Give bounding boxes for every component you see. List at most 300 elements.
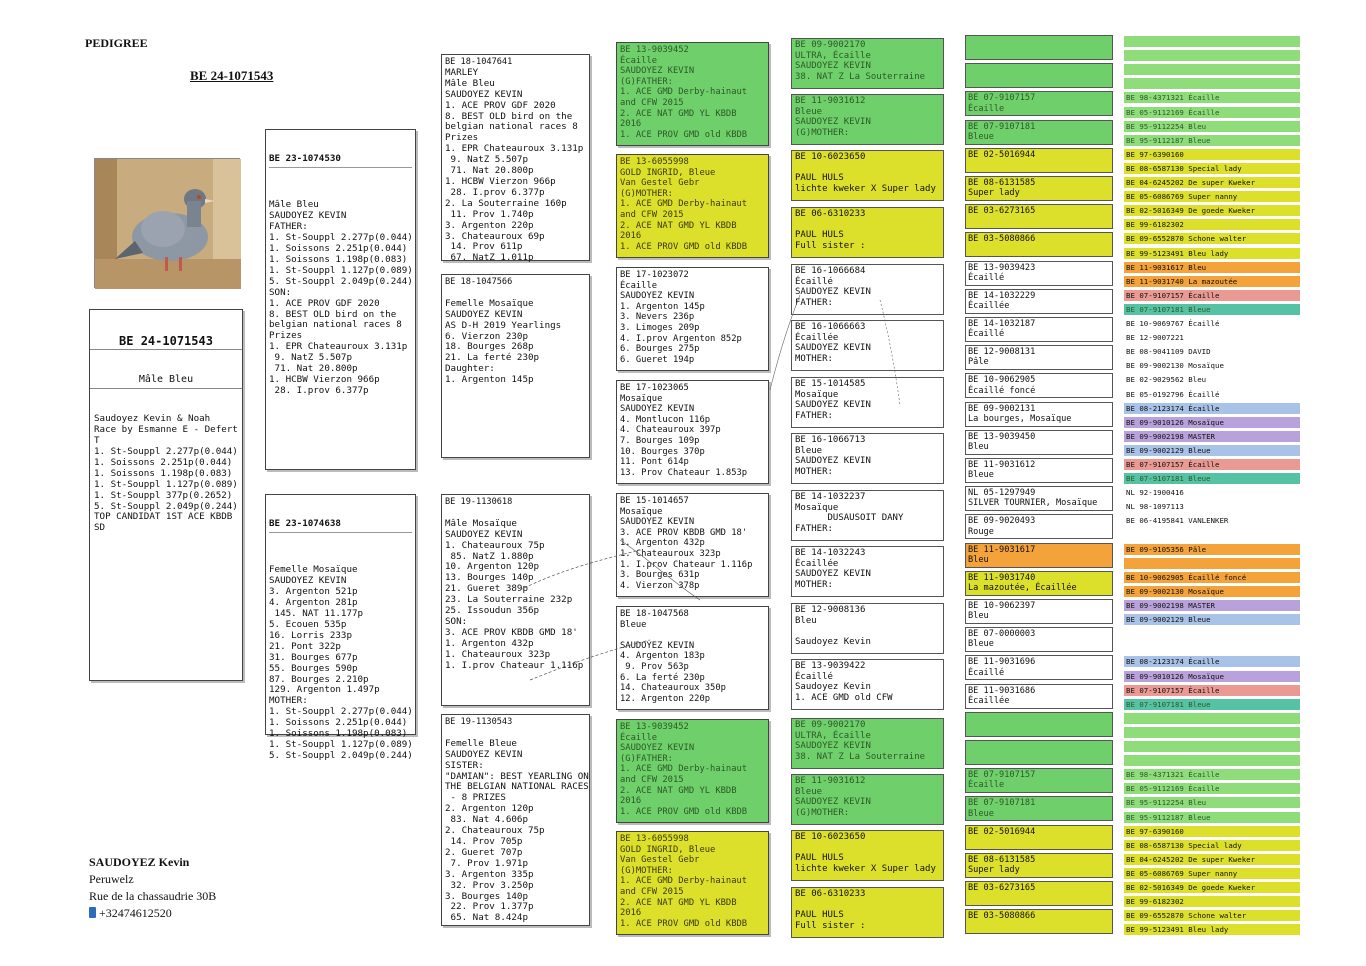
gen4-line: SAUDOYEZ KEVIN — [795, 400, 871, 411]
gen4-line: FATHER: — [795, 297, 833, 308]
gen5-card — [965, 232, 1113, 257]
gen3-line: (G)FATHER: — [620, 76, 673, 87]
gen6-row: BE 09-6552870 Schone walter — [1124, 910, 1300, 921]
gen4-line: BE 06-6310233 — [795, 209, 866, 219]
gen2-line: 67. NatZ 1.011p — [445, 252, 534, 264]
gen2-line: 2. Argenton 120p — [445, 803, 534, 815]
gen5-card — [965, 63, 1113, 88]
gen3-line: BE 17-1023065 — [620, 383, 689, 393]
subject-line: 1. Soissons 2.251p(0.044) — [94, 456, 233, 468]
gen3-line: 4. Argenton 183p — [620, 651, 705, 662]
subject-line: 1. St-Souppl 1.127p(0.089) — [94, 478, 238, 490]
gen5-line: Bleue — [968, 639, 994, 650]
gen2-line: AS D-H 2019 Yearlings — [445, 319, 562, 331]
gen1-father-line: 1. ACE PROV GDF 2020 — [269, 297, 380, 309]
gen2-line: 65. Nat 8.424p — [445, 912, 528, 924]
gen3-line: 1. I.prov Chateaur 1.116p — [620, 559, 753, 570]
gen2-line: 18. Bourges 268p — [445, 341, 534, 353]
gen4-card — [791, 774, 944, 825]
gen5-line: BE 03-5080866 — [968, 911, 1036, 922]
gen5-card — [965, 204, 1113, 229]
gen4-line: BE 11-9031612 — [795, 96, 866, 106]
gen5-line — [968, 160, 1110, 170]
gen1-father-line: 8. BEST OLD bird on the — [269, 308, 397, 320]
gen5-line: La bourges, Mosaïque — [968, 413, 1072, 424]
gen6-row: BE 09-9002129 Bleue — [1124, 445, 1300, 456]
gen4-line: 1. ACE GMD old CFW — [795, 692, 893, 703]
gen3-line: 2. ACE NAT GMD YL KBDB — [620, 897, 737, 908]
subject-line: 5. St-Souppl 2.049p(0.244) — [94, 500, 238, 512]
owner-name: SAUDOYEZ Kevin — [89, 855, 190, 869]
gen3-card — [616, 154, 769, 258]
gen2-line: Daughter: — [445, 363, 495, 375]
gen2-ring: BE 19-1130618 — [445, 497, 513, 507]
gen4-line: BE 16-1066713 — [795, 435, 866, 445]
gen3-line: Bleue — [620, 619, 647, 630]
gen4-card — [791, 603, 944, 654]
gen5-card — [965, 402, 1113, 427]
gen6-row: BE 08-9041109 DAVID — [1124, 346, 1300, 357]
gen3-line: BE 13-6055998 — [620, 834, 689, 844]
gen6-row: BE 05-9112169 Écaille — [1124, 107, 1300, 118]
gen5-line: BE 13-9039423 — [968, 262, 1036, 273]
gen2-ring: BE 18-1047566 — [445, 277, 513, 287]
gen4-line: Mosaïque — [795, 389, 839, 400]
gen4-card — [791, 659, 944, 710]
gen5-line: BE 14-1032187 — [968, 319, 1036, 329]
gen4-card — [791, 38, 944, 89]
gen2-line: SAUDOYEZ KEVIN — [445, 308, 523, 320]
gen2-line: SAUDOYEZ KEVIN — [445, 88, 523, 100]
gen6-row: BE 09-9002130 Mosaïque — [1124, 360, 1300, 371]
gen2-card — [441, 274, 590, 458]
gen1-mother-line: 4. Argenton 281p — [269, 597, 358, 609]
gen3-line: 6. La ferté 230p — [620, 672, 705, 683]
gen5-card — [965, 796, 1113, 821]
gen5-card — [965, 373, 1113, 398]
gen2-line: 14. Prov 705p — [445, 835, 523, 847]
gen4-line: Bleu — [795, 615, 817, 626]
subject-line: T — [94, 435, 100, 447]
gen3-line: 1. Argenton 432p — [620, 538, 705, 549]
gen4-line: BE 10-6023650 — [795, 152, 866, 162]
gen3-line: 1. Chateauroux 323p — [620, 548, 721, 559]
gen3-line: Van Gestel Gebr — [620, 178, 700, 189]
gen5-card — [965, 345, 1113, 370]
gen1-father-line: 28. I.prov 6.377p — [269, 384, 369, 396]
gen2-ring: BE 19-1130543 — [445, 717, 513, 727]
gen4-line: BE 14-1032237 — [795, 492, 866, 502]
subject-color: Mâle Bleu — [90, 372, 242, 390]
gen3-line: 3. Limoges 209p — [620, 322, 700, 333]
gen4-card — [791, 433, 944, 484]
gen2-card — [441, 54, 590, 264]
gen2-line: 3. Bourges 140p — [445, 890, 528, 902]
gen2-line: 83. Nat 4.606p — [445, 814, 528, 826]
gen3-card — [616, 831, 769, 935]
gen3-line: SAUDOYEZ KEVIN — [620, 517, 695, 528]
gen1-father-line: belgian national races 8 — [269, 319, 402, 331]
gen1-father-line: 1. HCBW Vierzon 966p — [269, 373, 380, 385]
gen5-line: BE 11-9031696 — [968, 657, 1036, 668]
gen4-line: BE 09-9002170 — [795, 40, 866, 50]
gen2-line: 7. Prov 1.971p — [445, 857, 528, 869]
gen3-line: 2. ACE NAT GMD YL KBDB — [620, 785, 737, 796]
gen5-line: NL 05-1297949 — [968, 488, 1036, 499]
gen3-line: BE 13-6055998 — [620, 157, 689, 167]
gen4-line: ULTRA, Écaille — [795, 730, 871, 741]
gen1-father-line: 1. Soissons 1.198p(0.083) — [269, 253, 408, 265]
gen6-row: BE 02-5016349 De goede Kweker — [1124, 882, 1300, 893]
gen6-row: BE 08-6587130 Special lady — [1124, 840, 1300, 851]
gen4-line: BE 15-1014585 — [795, 379, 866, 389]
gen1-father-line: Mâle Bleu — [269, 199, 319, 211]
gen3-line: 2016 — [620, 231, 642, 242]
gen5-line: BE 07-9107181 — [968, 121, 1036, 132]
gen2-line: Prizes — [445, 132, 479, 144]
gen5-line: BE 07-9107181 — [968, 798, 1036, 809]
gen5-card — [965, 91, 1113, 116]
gen4-line: BE 16-1066663 — [795, 322, 866, 332]
gen2-line: 1. Chateauroux 323p — [445, 648, 551, 660]
gen5-line: Écaille — [968, 780, 1005, 791]
gen1-father-line: 1. Soissons 2.251p(0.044) — [269, 243, 408, 255]
gen1-mother-line: 1. St-Souppl 2.277p(0.044) — [269, 706, 413, 718]
gen1-mother-line: 1. Soissons 1.198p(0.083) — [269, 728, 408, 740]
gen6-row: BE 12-9007221 — [1124, 332, 1300, 343]
gen4-line — [795, 900, 940, 911]
gen4-line — [795, 626, 940, 637]
gen5-line: Super lady — [968, 188, 1020, 199]
gen5-line: Écaillé — [968, 667, 1005, 678]
gen6-row — [1124, 78, 1300, 89]
gen4-line: MOTHER: — [795, 579, 833, 590]
gen3-line: Écaille — [620, 280, 658, 291]
subject-details — [90, 411, 242, 537]
gen1-father-line: 1. St-Souppl 2.277p(0.044) — [269, 232, 413, 244]
gen2-line: 3. Chateauroux 69p — [445, 230, 545, 242]
gen2-line: SAUDOYEZ KEVIN — [445, 528, 523, 540]
gen6-row: BE 11-9031617 Bleu — [1124, 262, 1300, 273]
gen2-line: SAUDOYEZ KEVIN — [445, 748, 523, 760]
gen6-row — [1124, 50, 1300, 61]
gen5-line: BE 12-9008131 — [968, 347, 1036, 358]
gen6-row: BE 98-4371321 Écaille — [1124, 92, 1300, 103]
gen5-line — [968, 752, 1110, 762]
gen6-row: BE 07-9107157 Écaille — [1124, 459, 1300, 470]
subject-line: Saudoyez Kevin & Noah — [94, 413, 211, 425]
gen5-card — [965, 148, 1113, 173]
gen3-line: SAUDOYEZ KEVIN — [620, 66, 695, 77]
gen1-mother-line: 145. NAT 11.177p — [269, 608, 364, 620]
gen3-line: 6. Bourges 275p — [620, 344, 700, 355]
gen2-line: SISTER: — [445, 759, 484, 771]
gen4-card — [791, 490, 944, 541]
gen6-row — [1124, 755, 1300, 766]
gen2-line: MARLEY — [445, 66, 479, 78]
gen1-mother-line: 1. St-Souppl 1.127p(0.089) — [269, 738, 413, 750]
header-ring-number: BE 24-1071543 — [190, 68, 274, 83]
gen1-mother-details — [269, 555, 412, 762]
gen6-row: BE 97-6390160 — [1124, 826, 1300, 837]
gen5-line — [968, 245, 1110, 255]
gen3-line: 1. ACE PROV GMD old KBDB — [620, 918, 748, 929]
gen6-row — [1124, 628, 1300, 639]
gen1-mother-line: 21. Pont 322p — [269, 640, 341, 652]
owner-block — [89, 854, 216, 922]
gen6-row: BE 09-6552870 Schone walter — [1124, 233, 1300, 244]
gen3-card — [616, 719, 769, 823]
gen3-line: 11. Pont 614p — [620, 457, 689, 468]
gen2-line: 3. ACE PROV KBDB GMD 18' — [445, 626, 578, 638]
gen6-row: NL 92-1900416 — [1124, 487, 1300, 498]
gen5-line: BE 14-1032229 — [968, 290, 1036, 301]
gen2-line: THE BELGIAN NATIONAL RACES — [445, 781, 589, 793]
gen5-line: Écaillée — [968, 301, 1010, 311]
gen1-father-card — [265, 129, 416, 470]
gen4-line: Full sister : — [795, 920, 866, 931]
gen3-line: 13. Prov Chateaur 1.853p — [620, 467, 748, 478]
gen6-row: BE 06-4195841 VANLENKER — [1124, 515, 1300, 526]
gen2-line: 2. Chateauroux 75p — [445, 825, 545, 837]
gen5-card — [965, 176, 1113, 201]
gen4-line: PAUL HULS — [795, 853, 844, 864]
gen1-mother-line: 87. Bourges 2.210p — [269, 673, 369, 685]
gen6-row: BE 08-2123174 Écaille — [1124, 656, 1300, 667]
gen6-row: BE 04-6245202 De super Kweker — [1124, 854, 1300, 865]
gen2-line: 28. I.prov 6.377p — [445, 186, 545, 198]
gen5-card — [965, 768, 1113, 793]
gen5-line: Bleu — [968, 554, 989, 565]
gen5-line: Bleu — [968, 611, 989, 622]
gen4-line: Écaillée — [795, 332, 839, 343]
gen3-line: 3. Nevers 236p — [620, 312, 695, 323]
gen4-line: lichte kweker X Super lady — [795, 183, 936, 194]
gen2-line: 8. BEST OLD bird on the — [445, 110, 573, 122]
gen5-card — [965, 120, 1113, 145]
gen1-father-details — [269, 190, 412, 397]
gen5-card — [965, 289, 1113, 314]
gen5-card — [965, 543, 1113, 568]
gen5-line — [968, 893, 1110, 903]
gen3-line: 3. ACE PROV KBDB GMD 18' — [620, 527, 748, 538]
pigeon-photo — [94, 158, 240, 288]
gen2-line: 21. La ferté 230p — [445, 352, 540, 364]
gen6-row: BE 08-6587130 Special lady — [1124, 163, 1300, 174]
gen1-father-line: SON: — [269, 286, 292, 298]
gen5-line: Bleue — [968, 470, 994, 481]
subject-line: TOP CANDIDAT 1ST ACE KBDB — [94, 511, 233, 523]
gen4-line: BE 14-1032243 — [795, 548, 866, 558]
gen5-card — [965, 712, 1113, 737]
gen6-row: BE 09-9010126 Mosaïque — [1124, 417, 1300, 428]
gen5-line: BE 02-5016944 — [968, 149, 1036, 160]
gen3-line: 1. ACE PROV GMD old KBDB — [620, 241, 748, 252]
gen4-card — [791, 94, 944, 145]
gen4-line: BE 16-1066684 — [795, 266, 866, 276]
gen1-father-line: Prizes — [269, 330, 303, 342]
gen3-line: 2. ACE NAT GMD YL KBDB — [620, 108, 737, 119]
gen4-line: Écaillé — [795, 671, 833, 682]
gen6-row — [1124, 36, 1300, 47]
gen6-row: BE 95-9112187 Bleue — [1124, 135, 1300, 146]
gen5-line — [968, 37, 1110, 47]
gen3-line: BE 17-1023072 — [620, 270, 689, 280]
gen4-card — [791, 830, 944, 881]
gen1-mother-line: 1. Soissons 2.251p(0.044) — [269, 717, 408, 729]
gen5-line: Écaille — [968, 103, 1005, 114]
gen6-row: BE 09-9002130 Mosaïque — [1124, 586, 1300, 597]
gen6-row: BE 95-9112187 Bleue — [1124, 812, 1300, 823]
gen5-card — [965, 430, 1113, 455]
gen4-line: FATHER: — [795, 523, 833, 534]
gen1-father-line: SAUDOYEZ KEVIN — [269, 210, 347, 222]
gen4-card — [791, 207, 944, 258]
owner-city: Peruwelz — [89, 872, 134, 886]
gen3-line: and CFW 2015 — [620, 209, 684, 220]
gen4-line: SAUDOYEZ KEVIN — [795, 456, 871, 467]
gen5-card — [965, 261, 1113, 286]
gen4-line: SAUDOYEZ KEVIN — [795, 61, 871, 72]
gen5-line: BE 11-9031612 — [968, 460, 1036, 470]
gen4-line: SAUDOYEZ KEVIN — [795, 287, 871, 298]
gen2-line: 22. Prov 1.377p — [445, 901, 534, 913]
gen6-row: BE 05-6086769 Super nanny — [1124, 191, 1300, 202]
gen3-line: 1. ACE PROV GMD old KBDB — [620, 129, 748, 140]
gen3-line: Mosaïque — [620, 393, 663, 404]
gen3-line: 2016 — [620, 908, 642, 919]
gen5-line: BE 02-5016944 — [968, 826, 1036, 837]
gen3-line: and CFW 2015 — [620, 97, 684, 108]
subject-line: 1. St-Souppl 2.277p(0.044) — [94, 445, 238, 457]
gen5-card — [965, 684, 1113, 709]
gen6-row — [1124, 558, 1300, 569]
gen3-line: 1. ACE GMD Derby-hainaut — [620, 199, 748, 210]
gen4-line: Écaillée — [795, 558, 839, 569]
gen5-line: BE 07-0000003 — [968, 629, 1036, 640]
gen4-line: BE 11-9031612 — [795, 776, 866, 786]
gen5-line — [968, 837, 1110, 847]
gen1-mother-line: 129. Argenton 1.497p — [269, 684, 380, 696]
gen2-line: 3. Argenton 220p — [445, 219, 534, 231]
gen6-row: BE 02-5016349 De goede Kweker — [1124, 205, 1300, 216]
gen5-card — [965, 909, 1113, 934]
gen1-mother-line: SAUDOYEZ KEVIN — [269, 575, 347, 587]
gen1-father-line: 5. St-Souppl 2.049p(0.244) — [269, 275, 413, 287]
gen5-line: Écaillé — [968, 272, 1005, 283]
gen6-row: BE 05-9112169 Écaille — [1124, 783, 1300, 794]
gen5-line — [968, 724, 1110, 734]
gen2-line: 1. HCBW Vierzon 966p — [445, 175, 556, 187]
gen4-line: 38. NAT Z La Souterraine — [795, 71, 926, 82]
gen2-line: 1. EPR Chateauroux 3.131p — [445, 143, 584, 155]
gen4-line: BE 12-9008136 — [795, 605, 866, 615]
gen6-row: BE 09-9002198 MASTER — [1124, 431, 1300, 442]
gen1-mother-ring: BE 23-1074638 — [269, 519, 412, 533]
gen6-row: BE 05-0192796 Écaillé — [1124, 389, 1300, 400]
gen3-line: GOLD INGRID, Bleue — [620, 844, 716, 855]
gen2-line: 21. Gueret 389p — [445, 583, 528, 595]
gen6-row: BE 09-9105356 Pâle — [1124, 544, 1300, 555]
gen6-row — [1124, 530, 1300, 541]
owner-street: Rue de la chassaudrie 30B — [89, 889, 217, 903]
gen4-line: SAUDOYEZ KEVIN — [795, 797, 871, 808]
gen6-row: BE 08-2123174 Écaille — [1124, 403, 1300, 414]
gen6-row: BE 07-9107157 Écaille — [1124, 685, 1300, 696]
gen6-row: BE 10-9062905 Écaillé foncé — [1124, 572, 1300, 583]
gen4-line: (G)MOTHER: — [795, 127, 850, 138]
gen4-line: Bleue — [795, 786, 823, 797]
gen3-line: 7. Bourges 109p — [620, 435, 700, 446]
gen1-mother-line: Femelle Mosaïque — [269, 564, 358, 576]
gen4-line: MOTHER: — [795, 353, 833, 364]
gen6-row — [1124, 642, 1300, 653]
gen1-father-ring: BE 23-1074530 — [269, 154, 412, 168]
gen3-line: Écaille — [620, 55, 658, 66]
gen5-line: BE 08-6131585 — [968, 854, 1036, 865]
gen6-row — [1124, 64, 1300, 75]
gen5-card — [965, 571, 1113, 596]
pigeon-illustration — [95, 159, 241, 289]
gen6-row: BE 99-6182302 — [1124, 219, 1300, 230]
gen3-line: and CFW 2015 — [620, 774, 684, 785]
gen5-line: Rouge — [968, 526, 994, 537]
gen3-line: 2016 — [620, 119, 642, 130]
gen5-card — [965, 458, 1113, 483]
gen2-line: 32. Prov 3.250p — [445, 879, 534, 891]
gen3-line: 1. ACE GMD Derby-hainaut — [620, 764, 748, 775]
gen3-line: 9. Prov 563p — [620, 661, 689, 672]
gen4-line: PAUL HULS — [795, 173, 844, 184]
gen5-line: Écaillée — [968, 695, 1010, 706]
gen5-line — [968, 921, 1110, 931]
gen4-line — [795, 163, 940, 174]
gen5-line: BE 03-5080866 — [968, 234, 1036, 245]
gen1-father-line: 1. St-Souppl 1.127p(0.089) — [269, 264, 413, 276]
subject-line: 1. St-Souppl 377p(0.2652) — [94, 489, 233, 501]
gen6-row: BE 05-6086769 Super nanny — [1124, 868, 1300, 879]
gen2-line: 71. Nat 20.800p — [445, 165, 534, 177]
gen2-line: - 8 PRIZES — [445, 792, 506, 804]
gen5-line: BE 13-9039450 — [968, 431, 1036, 442]
gen2-line: 1. Argenton 432p — [445, 637, 534, 649]
gen1-father-line: 1. EPR Chateauroux 3.131p — [269, 341, 408, 353]
gen5-line — [968, 47, 1110, 57]
gen5-card — [965, 655, 1113, 680]
gen1-mother-line: MOTHER: — [269, 695, 308, 707]
gen3-line: 3. Bourges 631p — [620, 570, 700, 581]
gen3-line: SAUDOYEZ KEVIN — [620, 640, 695, 651]
gen2-line: Mâle Bleu — [445, 77, 495, 89]
gen1-mother-line: 16. Lorris 233p — [269, 629, 352, 641]
gen4-card — [791, 887, 944, 938]
gen4-line: Saudoyez Kevin — [795, 636, 871, 647]
gen5-line: BE 07-9107157 — [968, 93, 1036, 104]
gen6-row: BE 04-6245202 De super Kweker — [1124, 177, 1300, 188]
gen3-card — [616, 42, 769, 146]
gen3-line: BE 18-1047568 — [620, 609, 689, 619]
gen5-line: BE 03-6273165 — [968, 206, 1036, 217]
gen6-row: NL 98-1097113 — [1124, 501, 1300, 512]
gen4-line: SAUDOYEZ KEVIN — [795, 343, 871, 354]
gen5-line: Pâle — [968, 357, 989, 368]
gen1-mother-line: 5. St-Souppl 2.049p(0.244) — [269, 749, 413, 761]
gen5-line: BE 09-9002131 — [968, 403, 1036, 414]
gen6-row: BE 09-9010126 Mosaïque — [1124, 671, 1300, 682]
gen3-line: (G)FATHER: — [620, 753, 673, 764]
gen5-line: Écaillé — [968, 329, 1005, 340]
gen6-row: BE 07-9107181 Bleue — [1124, 304, 1300, 315]
